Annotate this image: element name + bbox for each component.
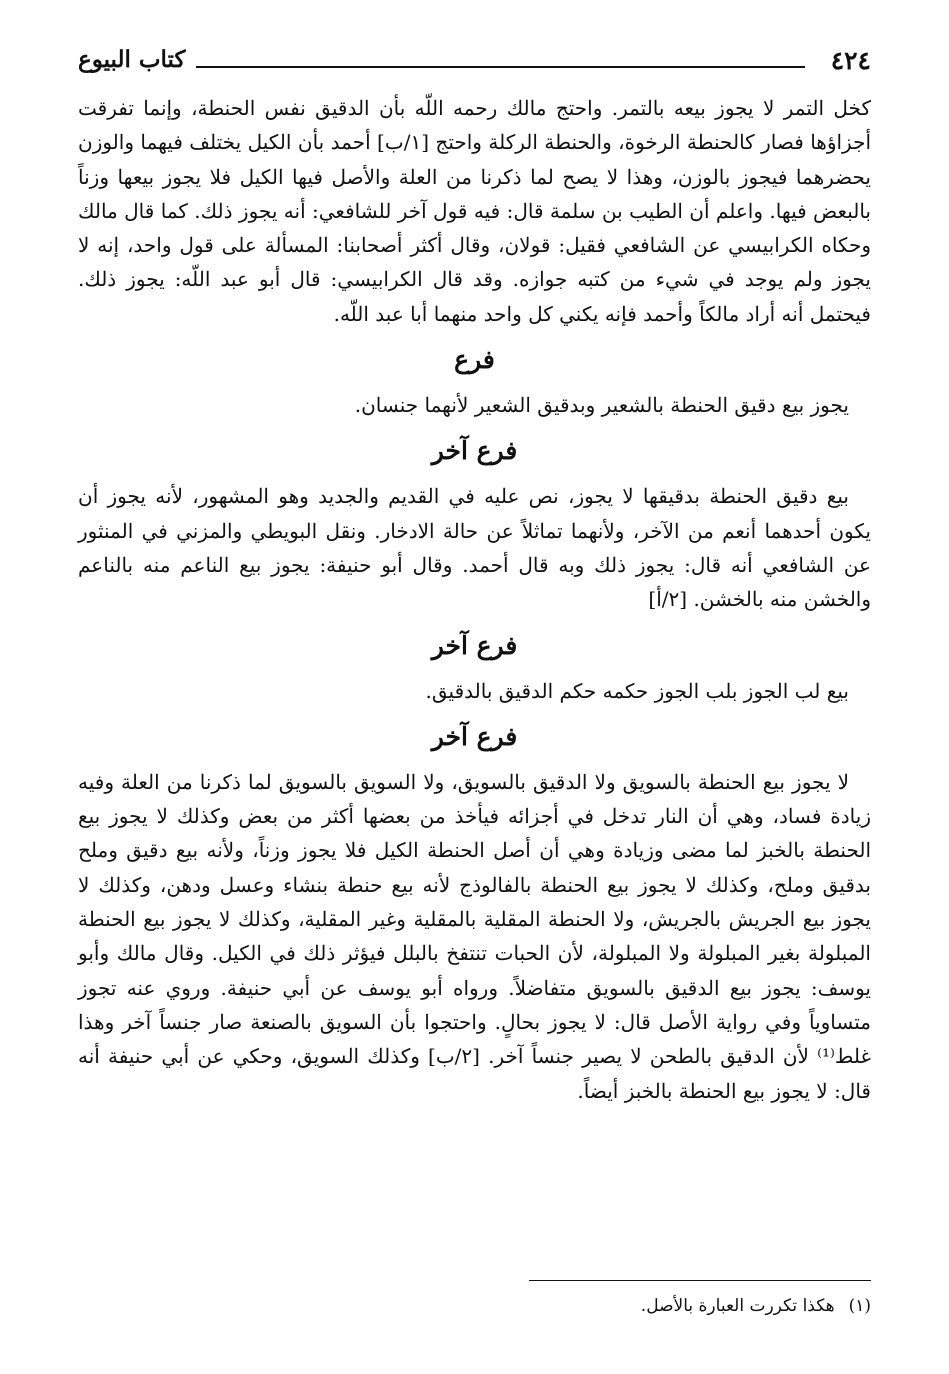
running-title: كتاب البيوع xyxy=(78,46,186,73)
paragraph-5: لا يجوز بيع الحنطة بالسويق ولا الدقيق بالسويق، ولا السويق بالسويق لما ذكرنا من العلة وفيه زيادة فساد، وهي أن النار تدخل في أجزائه فيأخذ من بعضها أكثر من بعض وكذلك لا يجوز بيع الحنطة بالخبز لما مضى وزيادة وهي أن أصل الحنطة الكيل فلا يجوز وزناً، ولأنه بيع دقيق وملح بدقيق وملح، وكذلك لا يجوز بيع الحنطة بالفالوذج لأنه بيع حنطة بنشاء وعسل ودهن، وكذلك لا يجوز بيع الجريش بالجريش، ولا الحنطة المقلية بالمقلية وغير المقلية، وكذلك لا يجوز بيع الحنطة المبلولة بغير المبلولة ولا المبلولة، لأن الحبات تنتفخ بالبلل فيؤثر ذلك في الكيل. وقال مالك وأبو يوسف: يجوز بيع الدقيق بالسويق متفاضلاً. ورواه أبو يوسف عن أبي حنيفة. وروي عنه تجوز متساوياً وفي رواية الأصل قال: لا يجوز بحالٍ. واحتجوا بأن السويق بالصنعة صار جنساً آخر وهذا غلط⁽¹⁾ لأن الدقيق بالطحن لا يصير جنساً آخر. [٢/ب] وكذلك السويق، وحكي عن أبي حنيفة أنه قال: لا يجوز بيع الحنطة بالخبز أيضاً. xyxy=(78,769,871,1103)
paragraph-2: يجوز بيع دقيق الحنطة بالشعير وبدقيق الشعير لأنهما جنسان. xyxy=(354,393,849,418)
section-heading-4: فرع آخر xyxy=(431,721,518,751)
footnote xyxy=(78,1294,871,1318)
footnote-rule xyxy=(529,1280,871,1281)
page-number: ٤٢٤ xyxy=(830,46,871,75)
main-text xyxy=(78,91,871,1108)
header-rule xyxy=(196,66,805,68)
section-heading-3: فرع آخر xyxy=(431,630,518,660)
paragraph-1: كخل التمر لا يجوز بيعه بالتمر. واحتج مالك رحمه اللّه بأن الدقيق نفس الحنطة، وإنما تفرقت أجزاؤها فصار كالحنطة الرخوة، والحنطة الركلة واحتج [١/ب] أحمد بأن الكيل يختلف فيهما والوزن يحضرهما فيجوز بالوزن، وهذا لا يصح لما ذكرنا من العلة والأصل فيها الكيل فلا يجوز بيعها وزناً بالبعض فيها. واعلم أن الطيب بن سلمة قال: فيه قول آخر للشافعي: أنه يجوز ذلك. كما قال مالك وحكاه الكرابيسي عن الشافعي فقيل: قولان، وقال أكثر أصحابنا: المسألة على قول واحد، إنه لا يجوز ولم يوجد في شيء من كتبه جوازه. وقد قال الكرابيسي: قال أبو عبد اللّه: يجوز ذلك. فيحتمل أنه أراد مالكاً وأحمد فإنه يكني كل واحد منهما أبا عبد اللّه. xyxy=(78,96,872,326)
section-heading-2: فرع آخر xyxy=(431,436,518,466)
page-header xyxy=(78,46,871,86)
footnote-marker: (١) xyxy=(848,1296,871,1316)
paragraph-3: بيع دقيق الحنطة بدقيقها لا يجوز، نص عليه في القديم والجديد وهو المشهور، لأنه يجوز أن يكون أحدهما أنعم من الآخر، ولأنهما تماثلاً عن حالة الادخار. ونقل البويطي والمزني في المنثور عن الشافعي أنه قال: يجوز ذلك وبه قال أحمد. وقال أبو حنيفة: يجوز بيع الناعم منه بالناعم والخشن منه بالخشن. [٢/أ] xyxy=(78,484,871,612)
footnote-text: هكذا تكررت العبارة بالأصل. xyxy=(640,1296,835,1316)
paragraph-4: بيع لب الجوز بلب الجوز حكمه حكم الدقيق بالدقيق. xyxy=(425,678,849,703)
section-heading-1: فرع xyxy=(454,345,495,375)
